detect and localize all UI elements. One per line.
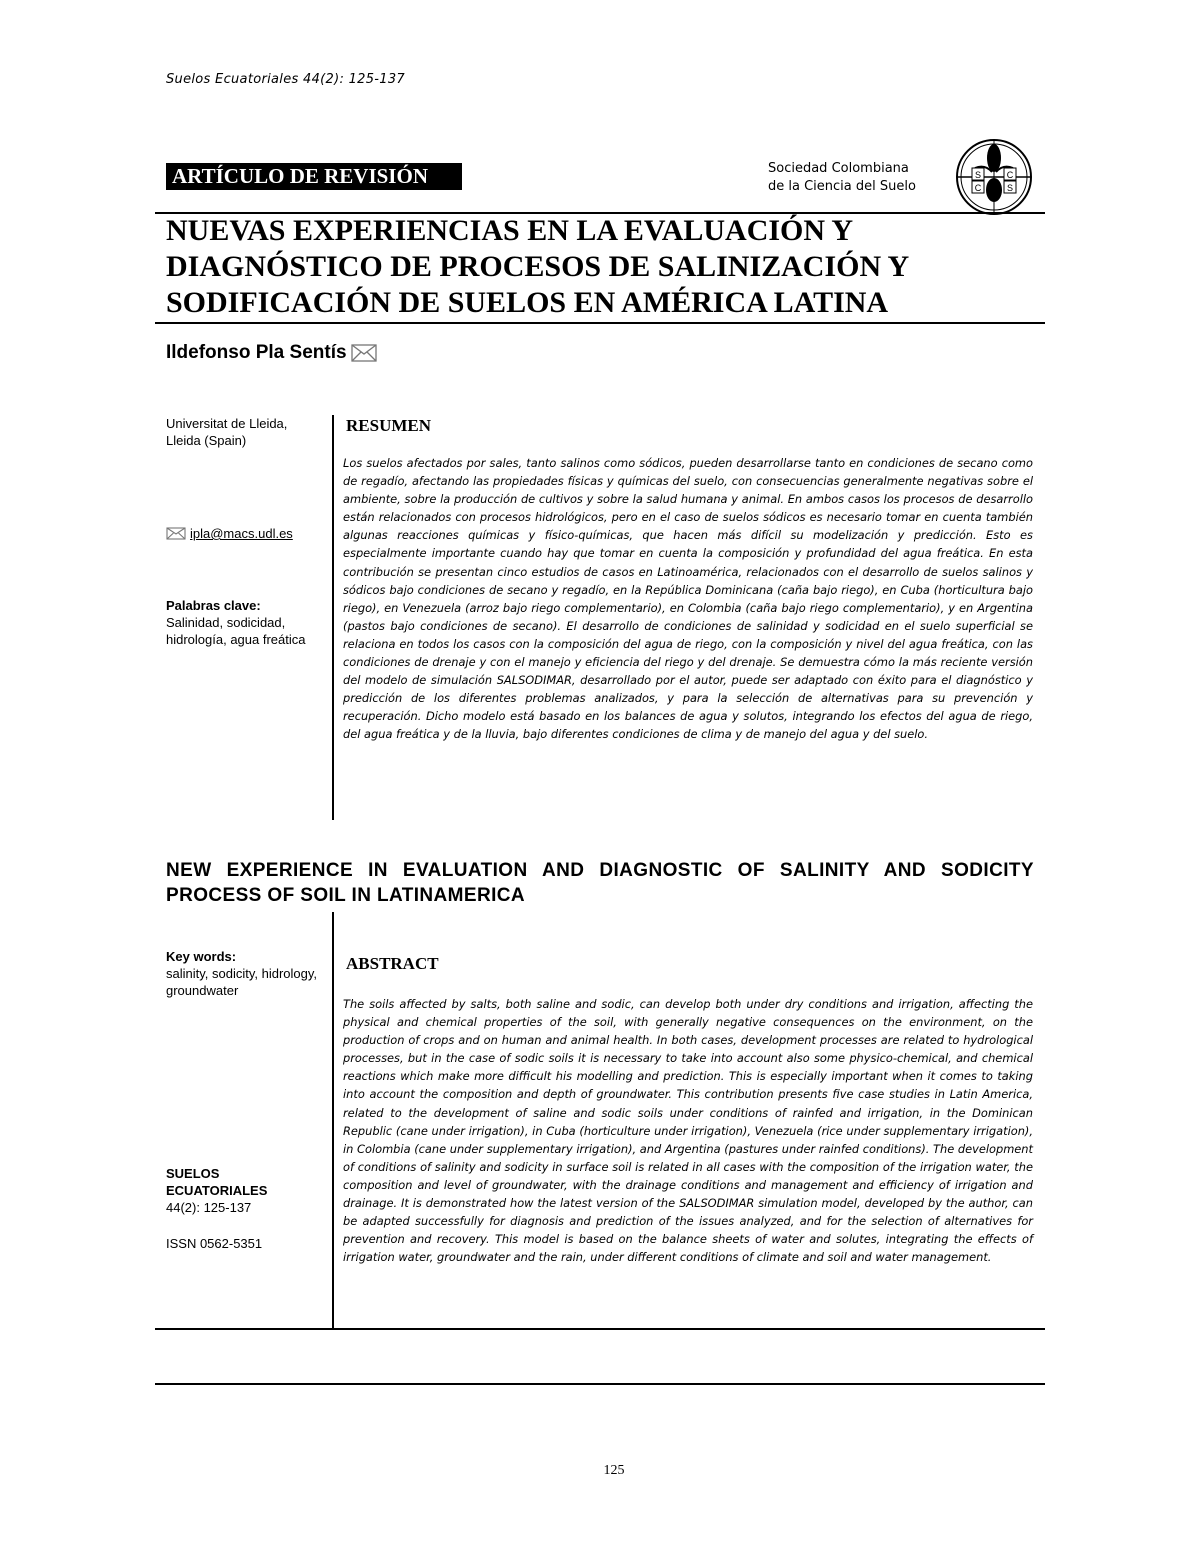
keywords-en [166, 948, 326, 999]
article-title: NUEVAS EXPERIENCIAS EN LA EVALUACIÓN Y DIAGNÓSTICO DE PROCESOS DE SALINIZACIÓN Y SODIFICACIÓN DE SUELOS EN AMÉRICA LATINA [166, 214, 909, 319]
column-divider-top [332, 415, 334, 820]
author-line [166, 342, 377, 364]
email-line [166, 525, 326, 542]
english-title: NEW EXPERIENCE IN EVALUATION AND DIAGNOSTIC OF SALINITY AND SODICITY PROCESS OF SOIL IN LATINAMERICA [166, 860, 1034, 906]
abstract-heading: ABSTRACT [346, 954, 439, 973]
keywords-es [166, 597, 326, 648]
journal-info-line1: SUELOS [166, 1166, 220, 1181]
affiliation [166, 415, 326, 449]
journal-info [166, 1165, 326, 1252]
abstract-bottom-rule [155, 1328, 1045, 1330]
journal-info-line2: ECUATORIALES [166, 1183, 268, 1198]
journal-info-volume: 44(2): 125-137 [166, 1200, 252, 1215]
society-name-line1: Sociedad Colombiana [768, 161, 909, 176]
keywords-es-label: Palabras clave: [166, 598, 261, 613]
page-number: 125 [603, 1463, 625, 1478]
logo-letter-3: C [974, 183, 982, 193]
email-icon [166, 527, 186, 540]
affiliation-line1: Universitat de Lleida, [166, 416, 288, 431]
resumen-heading: RESUMEN [346, 416, 432, 435]
keywords-en-label: Key words: [166, 949, 237, 964]
section-badge: ARTÍCULO DE REVISIÓN [166, 163, 462, 190]
logo-letter-1: S [974, 170, 982, 180]
email-link[interactable]: ipla@macs.udl.es [190, 526, 293, 541]
resumen-text: Los suelos afectados por sales, tanto salinos como sódicos, pueden desarrollarse tanto en condiciones de secano como de regadío, afectando las propiedades físicas y químicas del suelo, con consecuencias generalmente negativas sobre el ambiente, sobre la producción de cultivos y sobre la salud humana y animal. En ambos casos los procesos de desarrollo están relacionados con procesos hidrológicos, pero en el caso de suelos sódicos es necesario tomar en cuenta también algunas reacciones químicas y físico-químicas, que hacen más difícil su modelización y predicción. Esto es especialmente importante cuando hay que tomar en cuenta la composición y profundidad del agua freática. En esta contribución se presentan cinco estudios de casos en Latinoamérica, relacionados con el desarrollo de suelos salinos y sódicos bajo condiciones de secano y regadío, en la República Dominicana (caña bajo riego), en Cuba (horticultura bajo riego), en Venezuela (arroz bajo riego complementario), en Colombia (caña bajo riego complementario), y en Argentina (pastos bajo condiciones de secano). El desarrollo de condiciones de salinidad y sodicidad en el suelo superficial se relaciona en todos los casos con la composición del agua de riego, con la composición y nivel del agua freática, con las condiciones de drenaje y con el manejo y eficiencia del riego y del drenaje. Se demuestra cómo la más reciente versión del modelo de simulación SALSODIMAR, desarrollado por el autor, puede ser adaptado con éxito para el diagnóstico y predicción de los diferentes problemas analizados, y para la selección de alternativas para su prevención y recuperación. Dicho modelo está basado en los balances de agua y solutos, integrando los efectos del agua de riego, del agua freática y de la lluvia, bajo diferentes condiciones de clima y de manejo del agua y del suelo. [343, 456, 1033, 742]
society-name [768, 160, 916, 196]
keywords-en-text: salinity, sodicity, hidrology, groundwater [166, 966, 318, 998]
journal-reference: Suelos Ecuatoriales 44(2): 125-137 [166, 72, 406, 87]
mail-icon[interactable] [351, 344, 377, 362]
keywords-es-text: Salinidad, sodicidad, hidrología, agua freática [166, 615, 306, 647]
society-name-line2: de la Ciencia del Suelo [768, 179, 916, 194]
author-name: Ildefonso Pla Sentís [166, 342, 347, 363]
society-logo-icon [955, 138, 1033, 216]
logo-letter-2: C [1006, 170, 1014, 180]
title-rule [155, 322, 1045, 324]
abstract-text: The soils affected by salts, both saline and sodic, can develop both under dry conditions and irrigation, affecting the physical and chemical properties of the soil, with generally negative consequences on the environment, on the production of crops and on human and animal health. In both cases, development processes are related to hydrological processes, but in the case of sodic soils it is necessary to take into account also some physico-chemical, and chemical reactions which make more difficult his modelling and prediction. This is especially important when it comes to taking into account the composition and depth of groundwater. This contribution presents five case studies in Latin America, related to the development of saline and sodic soils under conditions of rainfed and irrigation, in the Dominican Republic (cane under irrigation), in Cuba (horticulture under irrigation), Venezuela (rice under supplementary irrigation), in Colombia (cane under supplementary irrigation), and Argentina (pastures under rainfed conditions). The development of conditions of salinity and sodicity in surface soil is related in all cases with the composition of the irrigation water, the composition and level of groundwater, with the drainage conditions and management and efficiency of irrigation and drainage. It is demonstrated how the latest version of the SALSODIMAR simulation model, developed by the author, can be adapted successfully for diagnosis and prediction of the issues analyzed, and for the selection of alternatives for prevention and recovery. This model is based on the balance sheets of water and solutes, integrating the effects of irrigation water, groundwater and the rain, under different conditions of climate and soil and water management. [343, 997, 1033, 1265]
affiliation-line2: Lleida (Spain) [166, 433, 247, 448]
logo-letter-4: S [1006, 183, 1014, 193]
journal-info-issn: ISSN 0562-5351 [166, 1236, 263, 1251]
page-bottom-rule [155, 1383, 1045, 1385]
column-divider-bottom [332, 912, 334, 1330]
